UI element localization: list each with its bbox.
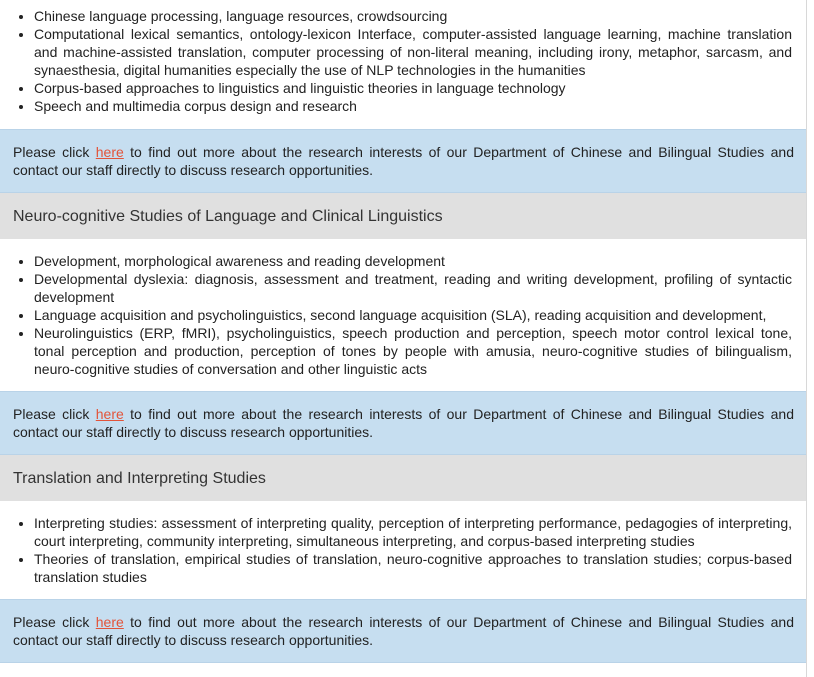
list-item: • Development, morphological awareness and reading development: [34, 252, 792, 270]
notice-suffix: to find out more about the research interests of our Department of Chinese and Bilingual Studies and contact our staff directly to discuss research opportunities.: [13, 144, 794, 178]
notice-prefix: Please click: [13, 614, 96, 630]
list-item: • Theories of translation, empirical studies of translation, neuro-cognitive approaches to translation studies; corpus-based translation studies: [34, 550, 792, 586]
research-notice-3: [0, 599, 806, 663]
list-item: • Speech and multimedia corpus design and research: [34, 97, 792, 115]
list-item: • Language acquisition and psycholinguistics, second language acquisition (SLA), reading acquisition and development,: [34, 306, 792, 324]
list-item: • Interpreting studies: assessment of interpreting quality, perception of interpreting performance, pedagogies of interpreting, court interpreting, community interpreting, simultaneous interpreting, and corpus-based interpreting studies: [34, 514, 792, 550]
notice-suffix: to find out more about the research interests of our Department of Chinese and Bilingual Studies and contact our staff directly to discuss research opportunities.: [13, 614, 794, 648]
notice-suffix: to find out more about the research interests of our Department of Chinese and Bilingual Studies and contact our staff directly to discuss research opportunities.: [13, 406, 794, 440]
list-item: • Corpus-based approaches to linguistics and linguistic theories in language technology: [34, 79, 792, 97]
research-notice-2: [0, 391, 806, 455]
translation-list: [0, 501, 806, 599]
section-header-translation[interactable]: Translation and Interpreting Studies: [0, 455, 806, 501]
list-item: • Computational lexical semantics, ontology-lexicon Interface, computer-assisted language learning, machine translation and machine-assisted translation, computer processing of non-literal meaning, including irony, metaphor, sarcasm, and synaesthesia, digital humanities especially the use of NLP technologies in the humanities: [34, 25, 792, 79]
here-link-1[interactable]: here: [95, 144, 124, 160]
research-notice-1: [0, 129, 806, 193]
here-link-3[interactable]: here: [95, 614, 124, 630]
list-item: • Chinese language processing, language resources, crowdsourcing: [34, 7, 792, 25]
neuro-cognitive-list: [0, 239, 806, 391]
here-link-2[interactable]: here: [95, 406, 124, 422]
computational-linguistics-list: [0, 0, 806, 129]
list-item: • Neurolinguistics (ERP, fMRI), psycholinguistics, speech production and perception, speech motor control lexical tone, tonal perception and production, perception of tones by people with amusia, neuro-cognitive studies of bilingualism, neuro-cognitive studies of conversation and other linguistic acts: [34, 324, 792, 378]
notice-prefix: Please click: [13, 406, 96, 422]
list-item: • Developmental dyslexia: diagnosis, assessment and treatment, reading and writing development, profiling of syntactic development: [34, 270, 792, 306]
section-header-neuro-cognitive[interactable]: Neuro-cognitive Studies of Language and Clinical Linguistics: [0, 193, 806, 239]
notice-prefix: Please click: [13, 144, 96, 160]
